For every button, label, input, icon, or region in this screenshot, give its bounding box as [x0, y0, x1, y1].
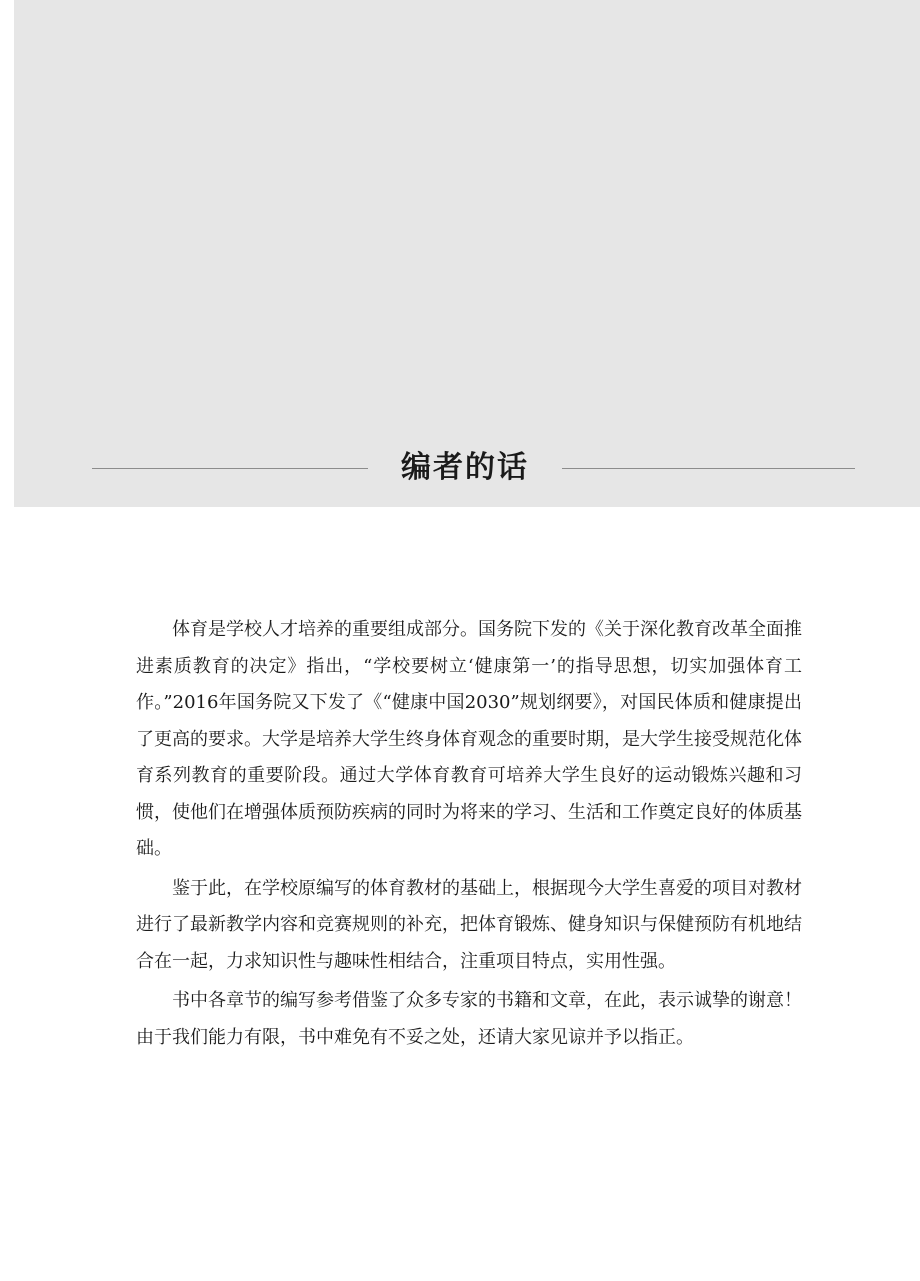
title-rule-left	[92, 468, 368, 469]
title-rule-right	[562, 468, 855, 469]
page-title: 编者的话	[401, 450, 529, 485]
header-band	[14, 0, 920, 507]
paragraph-2: 鉴于此，在学校原编写的体育教材的基础上，根据现今大学生喜爱的项目对教材进行了最新教学内容和竞赛规则的补充，把体育锻炼、健身知识与保健预防有机地结合在一起，力求知识性与趣味性相结合，注重项目特点，实用性强。	[136, 877, 802, 972]
paragraph-3: 书中各章节的编写参考借鉴了众多专家的书籍和文章，在此，表示诚挚的谢意！由于我们能力有限，书中难免有不妥之处，还请大家见谅并予以指正。	[136, 990, 802, 1048]
paragraph-1: 体育是学校人才培养的重要组成部分。国务院下发的《关于深化教育改革全面推进素质教育的决定》指出，“学校要树立‘健康第一’的指导思想，切实加强体育工作。”2016年国务院又下发了《“健康中国2030”规划纲要》，对国民体质和健康提出了更高的要求。大学是培养大学生终身体育观念的重要时期，是大学生接受规范化体育系列教育的重要阶段。通过大学体育教育可培养大学生良好的运动锻炼兴趣和习惯，使他们在增强体质预防疾病的同时为将来的学习、生活和工作奠定良好的体质基础。	[136, 619, 802, 859]
body-text	[136, 612, 802, 1059]
